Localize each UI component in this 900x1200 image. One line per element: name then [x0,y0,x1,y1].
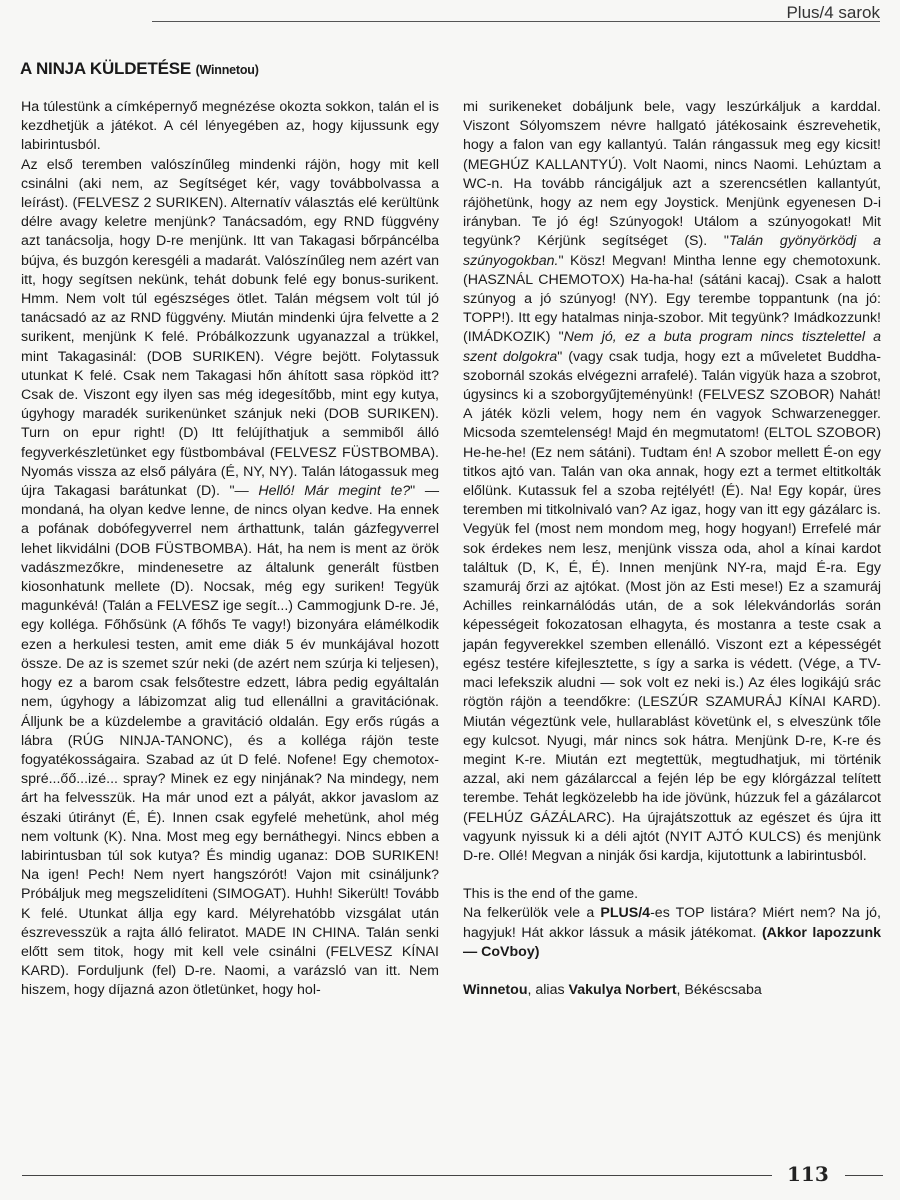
paragraph-main: Az első teremben valószínűleg mindenki rájön, hogy mit kell csinálni (aki nem, az Segítséget kér, vagy továbbolvassa a leírást). (FELVESZ 2 SURIKEN). Alternatív választás elé kerültünk délre avagy keletre menjünk? Tanácsadóm, egy RND függvény azt tanácsolja, hogy D-re menjünk. Itt van Takagasi bőrpáncélba bújva, és buzgón keresgéli a madarát. Valószínűleg nem azért van itt, hogy segítsen nekünk, tehát dobunk felé egy bonus-surikent. Hmm. Nem volt túl egészséges ötlet. Talán mégsem volt túl jó tanácsadó az az RND függvény. Miután mindenki újra felvette a 2 surikent, menjünk K felé. Próbálkozzunk ugyanazzal a trükkel, mint Takagasinál: (DOB SURIKEN). Végre bejött. Folytassuk utunkat K felé. Csak nem Takagasi hőn áhított sasa röpköd itt? Csak de. Viszont egy ilyen sas még idegesítőbb, mint egy kutya, úgyhogy maradék surikenünket szánjuk neki (DOB SURIKEN). Turn on epur right! (D) Itt felújíthatjuk a semmiből álló fegyverkészletünket egy füstbombával (FELVESZ FÜSTBOMBA). Nyomás vissza az első pályára (É, NY, NY). Talán látogassuk meg újra Takagasi barátunkat (D). "— Helló! Már megint te?" — mondaná, ha olyan kedve lenne, de nincs olyan kedve. Ha ennek a pofának dobófegyverrel nem árthattunk, talán gázfegyverrel lehet likvidálni (DOB FÜSTBOMBA). Hát, ha nem is ment az örök vadászmezőkre, mindenesetre az általunk generált füstben kiosonhatunk mellete (D). Nocsak, még egy suriken! Tegyük magunkévá! (Talán a FELVESZ ige segít...) Cammogjunk D-re. Jé, egy kolléga. Főhősünk (A főhős Te vagy!) bizonyára elámélkodik ezen a herkulesi testen, amit eme diák 5 év munkájával hozott össze. De az is szemet szúr neki (de azért nem szúrja ki teljesen), hogy ez a barom csak felsőtestre edzett, lábra pedig egyáltalán nem, úgyhogy a lábizomzat alig tud ellenállni a gravitációnak. Álljunk be a küzdelembe a gravitáció oldalán. Egy erős rúgás a lábra (RÚG NINJA-TANONC), és a kolléga rájön teste fogyatékosságaira. Szabad az út D felé. Nofene! Egy chemotox-spré...őő...izé... spray? Minek ez egy ninjának? Na mindegy, nem árt ha felvesszük. Ha már unod ezt a pályát, akkor javaslom az északi útirányt (É, É). Innen csak egyfelé mehetünk, ahol még nem voltunk (K). Nna. Most meg egy bernáthegyi. Nincs ebben a labirintusban túl sok kutya? És mindig uganaz: DOB SURIKEN! Na igen! Pech! Nem nyert hangszórót! Vajon mit csináljunk? Próbáljuk meg megszelidíteni (SIMOGAT). Huhh! Sikerült! Tovább K felé. Utunkat állja egy kard. Mélyrehatóbb vizsgálat után észrevesszük a rajta álló feliratot. MADE IN CHINA. Talán senki előtt sem titok, hogy mit kell vele csinálni (FELVESZ KÍNAI KARD). Forduljunk (fel) D-re. Naomi, a varázsló van itt. Nem hiszem, hogy díjazná azon ötletünket, hogy hol- [21,156,440,999]
left-column [21,98,439,1001]
footer-rule-left [22,1175,772,1176]
quote-italic-1: Talán gyönyörködj a szúnyogokban. [463,233,882,269]
end-line: This is the end of the game. [463,886,639,903]
article-title [20,59,259,79]
next-article-hint: (Akkor lapozzunk — CoVboy) [463,924,881,960]
paragraph-continued: mi surikeneket dobáljunk bele, vagy leszúrkáljuk a karddal. Viszont Sólyomszem névre hallgató játékosaink észrevehetik, hogy a falon van egy kallantyú. Talán rángassuk meg egy kicsit! (MEGHÚZ KALLANTYÚ). Volt Naomi, nincs Naomi. Lehúztam a WC-n. Ha tovább ráncigáljuk azt a szerencsétlen kallantyút, rájöhetünk, hogy az nem egy Joystick. Menjünk egyenesen D-i irányban. Te jó ég! Szúnyogok! Utálom a szúnyogokat! Mit tegyünk? Kérjünk segítséget (S). "Talán gyönyörködj a szúnyogokban." Kösz! Megvan! Mintha lenne egy chemotoxunk. (HASZNÁL CHEMOTOX) Ha-ha-ha! (sátáni kacaj). Csak a halott szúnyog a jó szúnyog! (NY). Egy terembe toppantunk (na jó: TOPP!). Itt egy hatalmas ninja-szobor. Mit tegyünk? Imádkozzunk! (IMÁDKOZIK) "Nem jó, ez a buta program nincs tisztelettel a szent dolgokra" (vagy csak tudja, hogy ezt a műveletet Buddha-szobornál szokás elvégezni arrafelé). Talán vigyük haza a szobrot, úgysincs ki a szoborgyűjteményünk! (FELVESZ SZOBOR) Nahát! A játék közli velem, hogy nem én vagyok Schwarzenegger. Micsoda szemtelenség! Majd én megmutatom! (ELTOL SZOBOR) He-he-he! (Ez nem sátáni). Tudtam én! A szobor mellett É-on egy titkos ajtó van. Talán van oka annak, hogy ezt a termet eltitkolták előlünk. Kutassuk fel a szoba rejtélyét! (É). Na! Egy kopár, üres teremben mi titkolnivaló van? Az igaz, hogy van itt egy gázálarc is. Vegyük fel (most nem mondom meg, hogy hogyan!) Errefelé már sok érdekes nem lesz, menjünk vissza oda, ahol a kínai kardot találtuk (D, K, É, É). Innen menjünk NY-ra, majd É-ra. Egy szamuráj őrzi az ajtókat. (Most jön az Esti mese!) Ez a szamuráj Achilles reinkarnálódás után, de a sok lélekvándorlás során képességeit fokozatosan elhagyta, és mostanra a teste csak a japán fegyverekkel szemben ellenálló. Viszont ezt a képességét egész testére kifejlesztette, s így a sarka is védett. (Vége, a TV-maci lefekszik aludni — sok volt ez neki is.) Az éles logikájú srác rögtön rájön a teendőkre: (LESZÚR SZAMURÁJ KÍNAI KARD). Miután végeztünk vele, hullarablást követünk el, s elveszünk tőle egy kulcsot. Nyugi, már nincs sok hátra. Menjünk D-re, K-re és megint K-re. Miután ezt megtettük, megtudhatjuk, mi történik azzal, aki nem gázálarccal a fején lép be egy klórgázzal telített terembe. Tehát legközelebb ha ide jövünk, húzzuk fel a gázálarcot (FELHÚZ GÁZÁLARC). Ha újrajátszottuk az egészet és újra itt vagyunk nyissuk ki a déli ajtót (NYIT AJTÓ KULCS) és menjünk D-re. Ollé! Megvan a ninják ősi kardja, kijutottunk a labirintusból. [463,99,882,864]
section-title: Plus/4 sarok [786,3,880,22]
header-rule [152,21,880,22]
quote-italic-2: Nem jó, ez a buta program nincs tisztelettel a szent dolgokra [463,329,881,365]
closing-paragraph: Na felkerülök vele a PLUS/4-es TOP listára? Miért nem? Na jó, hagyjuk! Hát akkor lássuk a másik játékomat. (Akkor lapozzunk — CoVboy) [463,905,881,960]
footer-rule-right [845,1175,883,1176]
article-byline: (Winnetou) [195,63,259,77]
quote-italic: — Helló! Már megint te? [234,483,411,500]
article-title-text: A NINJA KÜLDETÉSE [20,59,192,78]
paragraph-intro: Ha túlestünk a címképernyő megnézése okozta sokkon, talán el is kezdhetjük a játékot. A cél lényegében az, hogy kijussunk egy labirintusból. [21,99,439,154]
page-number: 113 [787,1162,829,1186]
signature: Winnetou, alias Vakulya Norbert, Békéscsaba [463,981,762,998]
right-column [463,98,881,1000]
